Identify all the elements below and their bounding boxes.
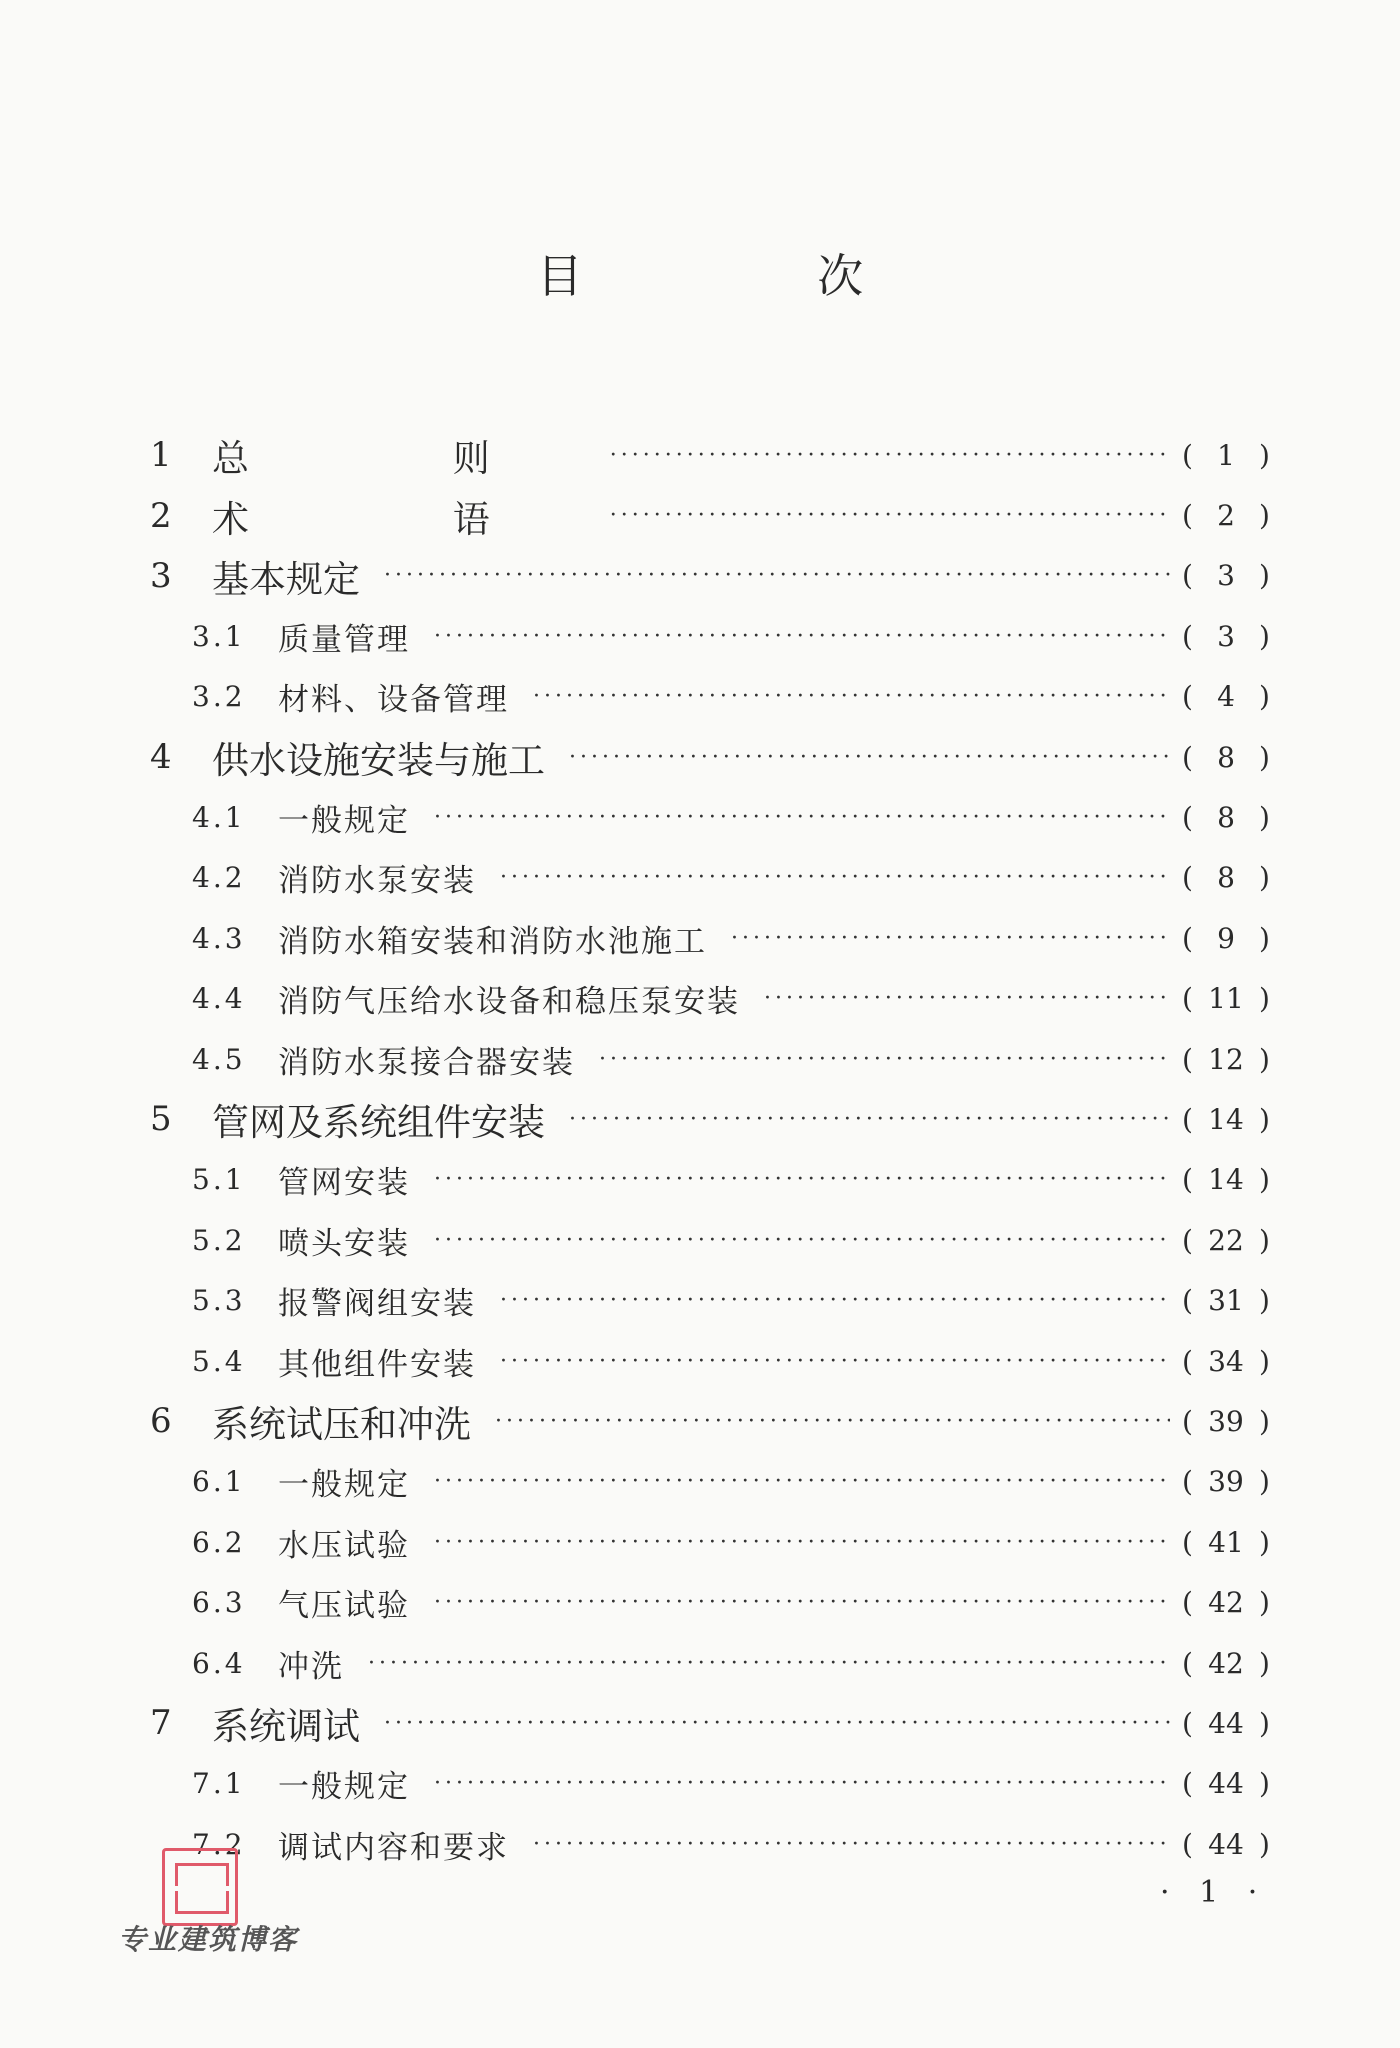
toc-leader-dots <box>500 1288 1170 1313</box>
toc-section-row <box>150 1512 1270 1572</box>
toc-number: 6.2 <box>192 1525 246 1559</box>
toc-page-number: ( 39 ) <box>1182 1465 1270 1499</box>
toc-leader-dots <box>610 443 1170 468</box>
toc-label: 报警阀组安装 <box>278 1286 476 1323</box>
toc-chapter-row <box>150 546 1270 606</box>
toc-page-number: ( 3 ) <box>1182 559 1270 593</box>
toc-leader-dots <box>434 805 1170 830</box>
toc-number: 4.5 <box>192 1042 246 1076</box>
toc-chapter-row <box>150 1693 1270 1753</box>
toc-label: 管网及系统组件安装 <box>212 1101 545 1145</box>
toc-leader-dots <box>368 1651 1170 1676</box>
toc-section-row <box>150 848 1270 908</box>
toc-leader-dots <box>500 1349 1170 1374</box>
toc-label: 一般规定 <box>278 1467 410 1504</box>
seal-icon <box>162 1848 238 1926</box>
toc-label: 质量管理 <box>278 621 410 658</box>
toc-number: 4.2 <box>192 861 246 895</box>
toc-page-number: ( 42 ) <box>1182 1646 1270 1680</box>
toc-section-row <box>150 1754 1270 1814</box>
toc-label: 材料、设备管理 <box>278 682 509 719</box>
toc-label: 一般规定 <box>278 803 410 840</box>
toc-page-number: ( 8 ) <box>1182 861 1270 895</box>
toc-leader-dots <box>569 1107 1170 1132</box>
toc-label: 其他组件安装 <box>278 1346 476 1383</box>
toc-label: 术 语 <box>212 497 586 541</box>
toc-label: 消防水泵安装 <box>278 863 476 900</box>
toc-label: 气压试验 <box>278 1588 410 1625</box>
toc-page-number: ( 44 ) <box>1182 1767 1270 1801</box>
page-title: 目 次 <box>536 249 974 303</box>
toc-number: 2 <box>150 495 172 536</box>
toc-label: 冲洗 <box>278 1648 344 1685</box>
toc-leader-dots <box>764 986 1170 1011</box>
toc-label: 消防气压给水设备和稳压泵安装 <box>278 984 740 1021</box>
toc-page-number: ( 3 ) <box>1182 619 1270 653</box>
toc-number: 5 <box>150 1099 172 1140</box>
toc-page-number: ( 1 ) <box>1182 438 1270 472</box>
toc-page-number: ( 9 ) <box>1182 921 1270 955</box>
toc-page-number: ( 34 ) <box>1182 1344 1270 1378</box>
toc-leader-dots <box>569 745 1170 770</box>
toc-page-number: ( 11 ) <box>1182 982 1270 1016</box>
toc-number: 3.1 <box>192 619 246 653</box>
toc-section-row <box>150 908 1270 968</box>
toc-number: 7.1 <box>192 1767 246 1801</box>
toc-number: 6.4 <box>192 1646 246 1680</box>
toc-chapter-row <box>150 1089 1270 1149</box>
toc-section-row <box>150 1210 1270 1270</box>
toc-label: 水压试验 <box>278 1527 410 1564</box>
toc-page-number: ( 22 ) <box>1182 1223 1270 1257</box>
table-of-contents <box>150 425 1270 1874</box>
toc-leader-dots <box>731 926 1170 951</box>
toc-section-row <box>150 1633 1270 1693</box>
toc-leader-dots <box>610 503 1170 528</box>
toc-chapter-row <box>150 727 1270 787</box>
toc-number: 4.3 <box>192 921 246 955</box>
toc-label: 系统调试 <box>212 1705 360 1749</box>
toc-page-number: ( 8 ) <box>1182 740 1270 774</box>
toc-section-row <box>150 1814 1270 1874</box>
toc-section-row <box>150 1452 1270 1512</box>
toc-label: 管网安装 <box>278 1165 410 1202</box>
toc-section-row <box>150 606 1270 666</box>
toc-chapter-row <box>150 1391 1270 1451</box>
toc-number: 7.2 <box>192 1827 246 1861</box>
toc-number: 6 <box>150 1401 172 1442</box>
toc-chapter-row <box>150 485 1270 545</box>
toc-number: 3 <box>150 555 172 596</box>
toc-section-row <box>150 1029 1270 1089</box>
toc-page-number: ( 42 ) <box>1182 1586 1270 1620</box>
toc-leader-dots <box>434 1228 1170 1253</box>
toc-section-row <box>150 787 1270 847</box>
toc-page-number: ( 39 ) <box>1182 1404 1270 1438</box>
toc-leader-dots <box>434 1590 1170 1615</box>
toc-leader-dots <box>434 624 1170 649</box>
toc-page-number: ( 12 ) <box>1182 1042 1270 1076</box>
watermark: 专业建筑博客 <box>118 1923 299 1956</box>
toc-page-number: ( 14 ) <box>1182 1102 1270 1136</box>
toc-number: 5.3 <box>192 1284 246 1318</box>
toc-leader-dots <box>495 1409 1170 1434</box>
toc-label: 总 则 <box>212 437 586 481</box>
toc-number: 4.1 <box>192 801 246 835</box>
toc-label: 调试内容和要求 <box>278 1829 509 1866</box>
toc-page-number: ( 44 ) <box>1182 1827 1270 1861</box>
toc-section-row <box>150 1270 1270 1330</box>
toc-page-number: ( 44 ) <box>1182 1706 1270 1740</box>
toc-page-number: ( 2 ) <box>1182 499 1270 533</box>
toc-number: 4 <box>150 737 172 778</box>
toc-page-number: ( 8 ) <box>1182 801 1270 835</box>
toc-leader-dots <box>434 1167 1170 1192</box>
toc-leader-dots <box>384 1711 1170 1736</box>
toc-number: 6.3 <box>192 1586 246 1620</box>
toc-number: 4.4 <box>192 982 246 1016</box>
toc-page-number: ( 41 ) <box>1182 1525 1270 1559</box>
toc-section-row <box>150 1150 1270 1210</box>
toc-number: 7 <box>150 1703 172 1744</box>
toc-leader-dots <box>434 1771 1170 1796</box>
toc-label: 一般规定 <box>278 1769 410 1806</box>
toc-label: 供水设施安装与施工 <box>212 739 545 783</box>
toc-leader-dots <box>384 563 1170 588</box>
toc-leader-dots <box>533 684 1170 709</box>
toc-label: 消防水箱安装和消防水池施工 <box>278 923 707 960</box>
toc-label: 基本规定 <box>212 557 360 601</box>
toc-label: 喷头安装 <box>278 1225 410 1262</box>
toc-leader-dots <box>434 1469 1170 1494</box>
toc-leader-dots <box>533 1832 1170 1857</box>
toc-section-row <box>150 969 1270 1029</box>
toc-section-row <box>150 1572 1270 1632</box>
toc-leader-dots <box>599 1047 1170 1072</box>
toc-section-row <box>150 667 1270 727</box>
toc-number: 5.1 <box>192 1163 246 1197</box>
toc-chapter-row <box>150 425 1270 485</box>
page-number: · 1 · <box>1160 1875 1268 1910</box>
toc-number: 6.1 <box>192 1465 246 1499</box>
toc-number: 5.4 <box>192 1344 246 1378</box>
toc-label: 消防水泵接合器安装 <box>278 1044 575 1081</box>
toc-page-number: ( 4 ) <box>1182 680 1270 714</box>
toc-label: 系统试压和冲洗 <box>212 1403 471 1447</box>
toc-page-number: ( 31 ) <box>1182 1284 1270 1318</box>
toc-number: 5.2 <box>192 1223 246 1257</box>
toc-page-number: ( 14 ) <box>1182 1163 1270 1197</box>
toc-section-row <box>150 1331 1270 1391</box>
toc-number: 3.2 <box>192 680 246 714</box>
toc-number: 1 <box>150 435 172 476</box>
toc-leader-dots <box>500 865 1170 890</box>
toc-leader-dots <box>434 1530 1170 1555</box>
